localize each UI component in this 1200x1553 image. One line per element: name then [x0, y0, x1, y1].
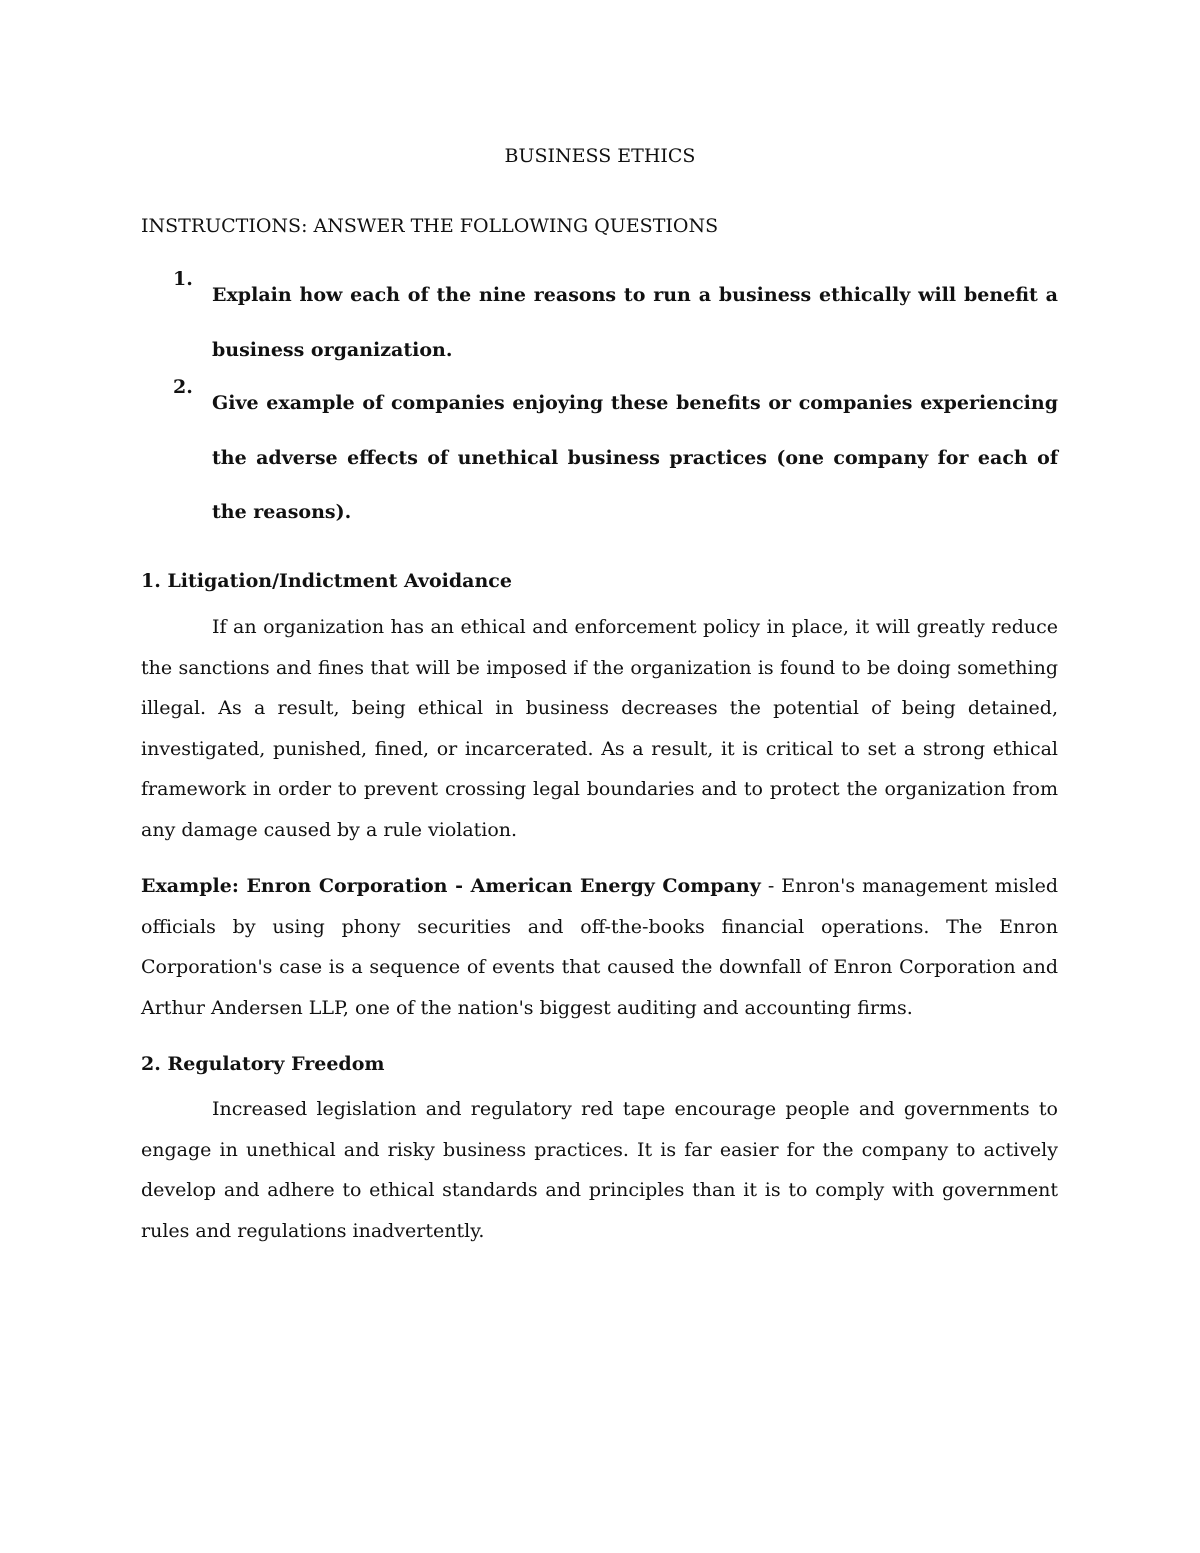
section-heading: 1. Litigation/Indictment Avoidance [141, 570, 512, 592]
example-label: Example: Enron Corporation - American Energy Company [141, 875, 761, 897]
example-text: - Enron's management misled officials by using phony securities and off-the-books financial operations. The Enron Corporation's case is a sequence of events that caused the downfall of Enron Corporation and Arthur Andersen LLP, one of the nation's biggest auditing and accounting firms. [141, 875, 1059, 1019]
question-text: Explain how each of the nine reasons to run a business ethically will benefit a business organization. [212, 284, 1058, 361]
section-heading: 2. Regulatory Freedom [141, 1053, 385, 1075]
instructions-line: INSTRUCTIONS: ANSWER THE FOLLOWING QUESTIONS [141, 215, 719, 237]
section-body: Increased legislation and regulatory red tape encourage people and governments to engage in unethical and risky business practices. It is far easier for the company to actively develop and adhere to ethical standards and principles than it is to comply with government rules and regulations inadvertently. [141, 1098, 1058, 1242]
section-body: If an organization has an ethical and enforcement policy in place, it will greatly reduce the sanctions and fines that will be imposed if the organization is found to be doing something illegal. As a result, being ethical in business decreases the potential of being detained, investigated, punished, fined, or incarcerated. As a result, it is critical to set a strong ethical framework in order to prevent crossing legal boundaries and to protect the organization from any damage caused by a rule violation. [141, 616, 1058, 841]
example-paragraph [141, 866, 1058, 1028]
question-item [141, 268, 1058, 377]
question-text: Give example of companies enjoying these benefits or companies experiencing the adverse effects of unethical business practices (one company for each of the reasons). [212, 392, 1058, 523]
question-number: 1. [173, 268, 193, 290]
document-title: BUSINESS ETHICS [504, 145, 696, 167]
question-number: 2. [173, 376, 193, 398]
question-item [141, 376, 1058, 540]
